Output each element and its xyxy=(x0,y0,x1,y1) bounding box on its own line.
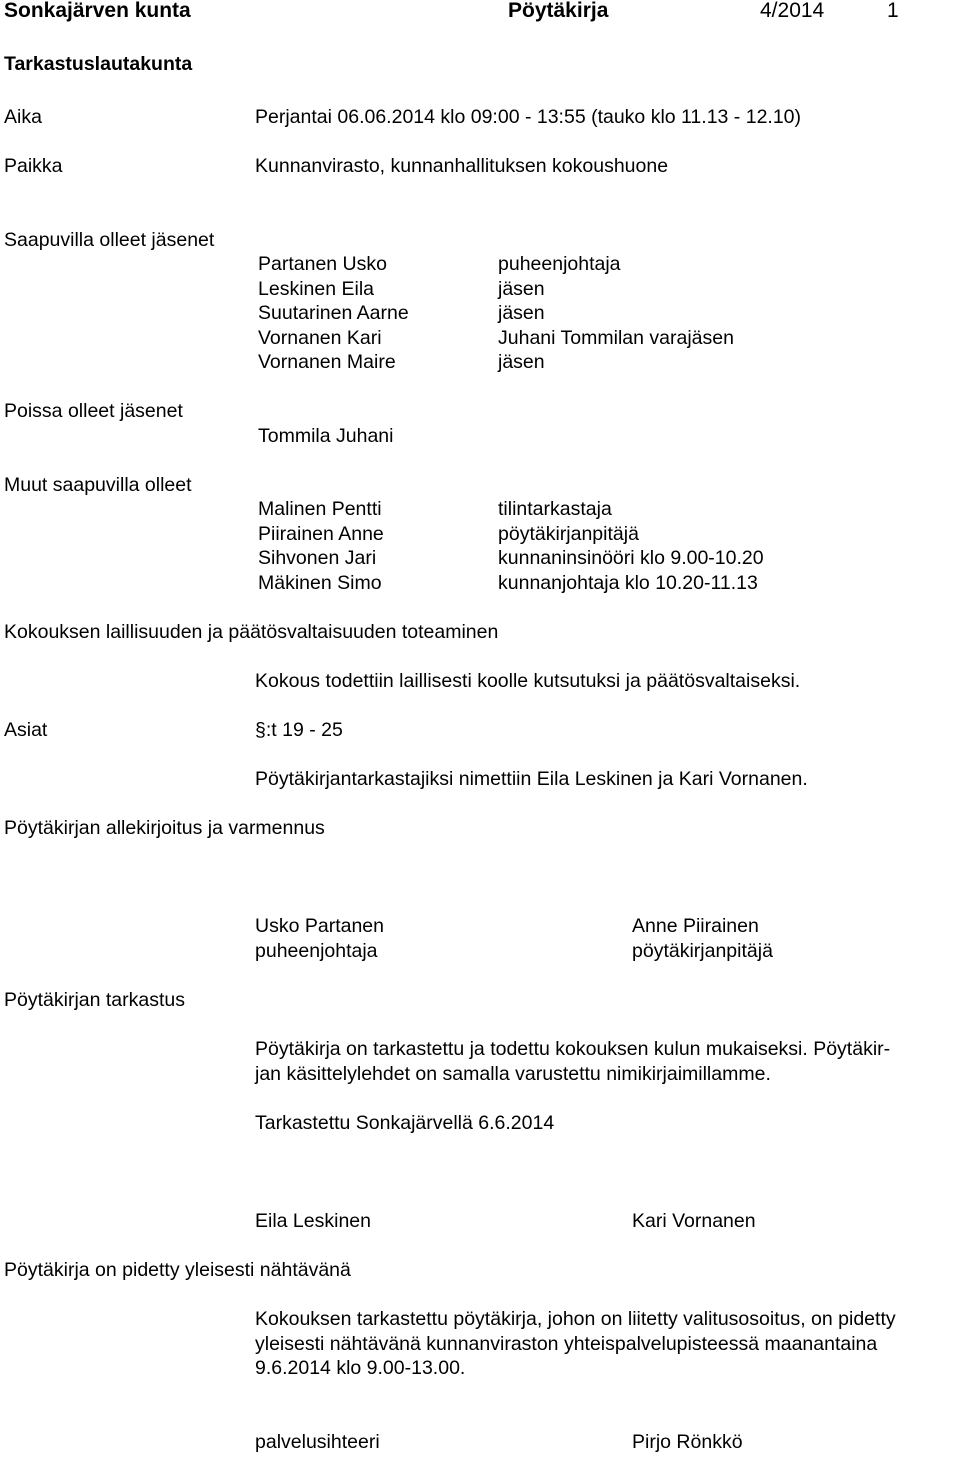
public-signer-role: palvelusihteeri xyxy=(255,1431,380,1453)
legality-label: Kokouksen laillisuuden ja päätösvaltaisuuden toteaminen xyxy=(4,621,499,643)
member-role: Juhani Tommilan varajäsen xyxy=(498,327,734,349)
member-role: jäsen xyxy=(498,278,545,300)
place-label: Paikka xyxy=(4,155,63,177)
attendee-name: Sihvonen Jari xyxy=(258,547,377,569)
public-display-label: Pöytäkirja on pidetty yleisesti nähtävänä xyxy=(4,1259,351,1281)
member-name: Partanen Usko xyxy=(258,253,387,275)
committee-name: Tarkastuslautakunta xyxy=(4,53,193,75)
secretary-name: Anne Piirainen xyxy=(632,915,759,937)
chair-name: Usko Partanen xyxy=(255,915,384,937)
member-name: Leskinen Eila xyxy=(258,278,374,300)
present-members-label: Saapuvilla olleet jäsenet xyxy=(4,229,215,251)
legality-text: Kokous todettiin laillisesti koolle kutsutuksi ja päätösvaltaiseksi. xyxy=(255,670,801,692)
review-label: Pöytäkirjan tarkastus xyxy=(4,989,185,1011)
attendee-role: tilintarkastaja xyxy=(498,498,612,520)
attendee-name: Piirainen Anne xyxy=(258,523,384,545)
public-signer-name: Pirjo Rönkkö xyxy=(632,1431,743,1453)
time-label: Aika xyxy=(4,106,42,128)
attendee-role: kunnanjohtaja klo 10.20-11.13 xyxy=(498,572,758,594)
chair-role: puheenjohtaja xyxy=(255,940,378,962)
document-type: Pöytäkirja xyxy=(508,0,609,22)
absent-member-name: Tommila Juhani xyxy=(258,425,394,447)
attendee-role: kunnaninsinööri klo 9.00-10.20 xyxy=(498,547,764,569)
review-text-line: Pöytäkirja on tarkastettu ja todettu kokouksen kulun mukaiseksi. Pöytäkir- xyxy=(255,1038,891,1060)
public-display-text-line: yleisesti nähtävänä kunnanviraston yhteispalvelupisteessä maanantaina xyxy=(255,1333,878,1355)
secretary-role: pöytäkirjanpitäjä xyxy=(632,940,773,962)
member-role: jäsen xyxy=(498,351,545,373)
organization-name: Sonkajärven kunta xyxy=(4,0,191,22)
review-text-line: jan käsittelylehdet on samalla varustettu nimikirjaimillamme. xyxy=(255,1063,771,1085)
items-label: Asiat xyxy=(4,719,48,741)
attendee-name: Malinen Pentti xyxy=(258,498,382,520)
checkers-text: Pöytäkirjantarkastajiksi nimettiin Eila Leskinen ja Kari Vornanen. xyxy=(255,768,808,790)
review-place-date: Tarkastettu Sonkajärvellä 6.6.2014 xyxy=(255,1112,555,1134)
public-display-text-line: Kokouksen tarkastettu pöytäkirja, johon on liitetty valitusosoitus, on pidetty xyxy=(255,1308,896,1330)
reviewer-name: Kari Vornanen xyxy=(632,1210,756,1232)
signing-label: Pöytäkirjan allekirjoitus ja varmennus xyxy=(4,817,325,839)
member-name: Vornanen Kari xyxy=(258,327,382,349)
member-name: Vornanen Maire xyxy=(258,351,396,373)
member-name: Suutarinen Aarne xyxy=(258,302,409,324)
absent-members-label: Poissa olleet jäsenet xyxy=(4,400,183,422)
member-role: puheenjohtaja xyxy=(498,253,621,275)
attendee-role: pöytäkirjanpitäjä xyxy=(498,523,639,545)
reviewer-name: Eila Leskinen xyxy=(255,1210,371,1232)
public-display-text-line: 9.6.2014 klo 9.00-13.00. xyxy=(255,1357,466,1379)
page-number: 1 xyxy=(887,0,899,22)
others-present-label: Muut saapuvilla olleet xyxy=(4,474,192,496)
time-value: Perjantai 06.06.2014 klo 09:00 - 13:55 (tauko klo 11.13 - 12.10) xyxy=(255,106,802,128)
place-value: Kunnanvirasto, kunnanhallituksen kokoushuone xyxy=(255,155,669,177)
member-role: jäsen xyxy=(498,302,545,324)
attendee-name: Mäkinen Simo xyxy=(258,572,382,594)
document-number: 4/2014 xyxy=(760,0,825,22)
items-value: §:t 19 - 25 xyxy=(255,719,343,741)
